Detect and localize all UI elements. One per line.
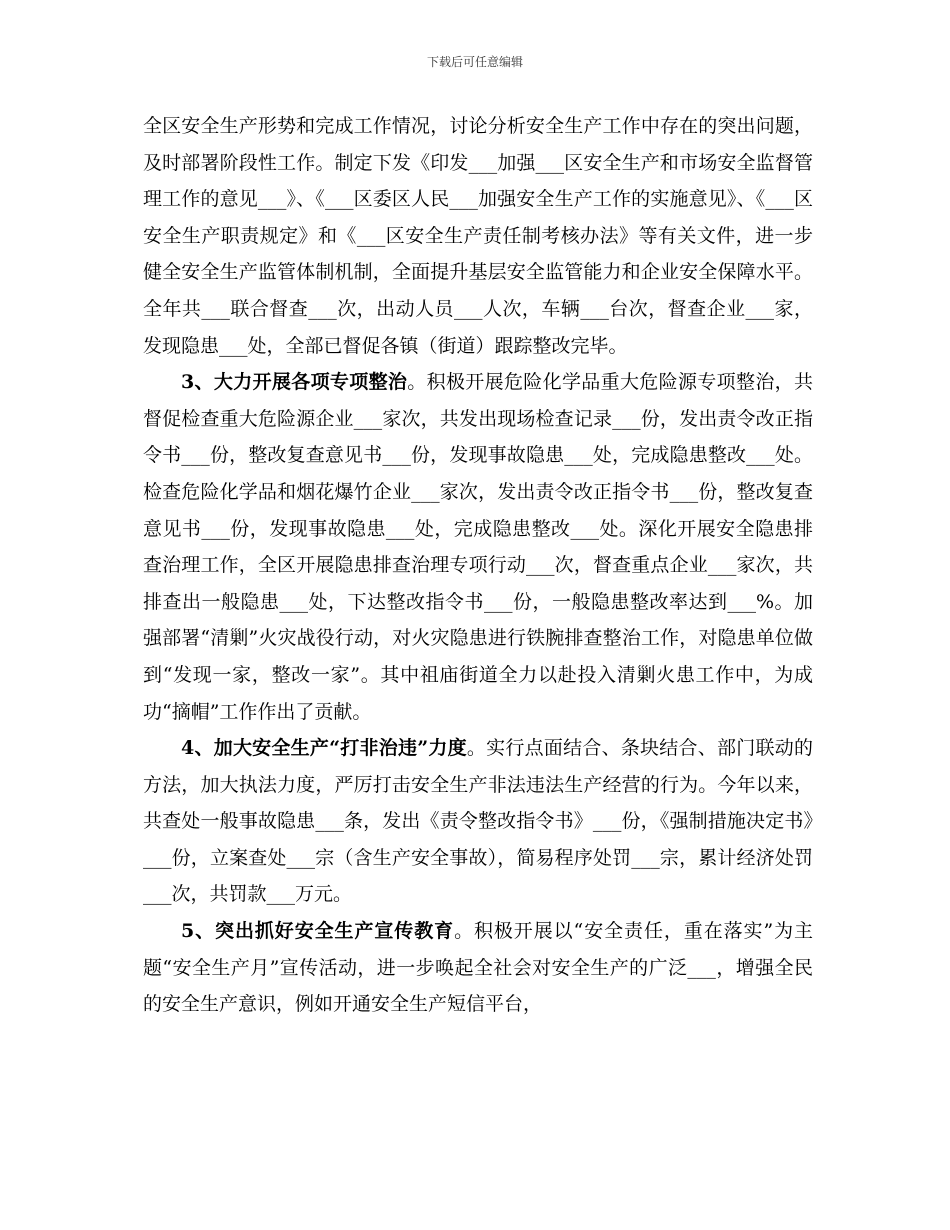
paragraph-crackdown	[143, 730, 813, 913]
paragraph-continuation	[143, 108, 813, 364]
document-body	[143, 108, 813, 1023]
paragraph-heading: 4、加大安全生产“打非治违”力度	[181, 737, 467, 760]
paragraph-special-rectification	[143, 364, 813, 730]
paragraph-text: 。积极开展危险化学品重大危险源专项整治，共督促检查重大危险源企业___家次，共发出现场检查记录___份，发出责令改正指令书___份，整改复查意见书___份，发现事故隐患___处，完成隐患整改___处。检查危险化学品和烟花爆竹企业___家次，发出责令改正指令书___份，整改复查意见书___份，发现事故隐患___处，完成隐患整改___处。深化开展安全隐患排查治理工作，全区开展隐患排查治理专项行动___次，督查重点企业___家次，共排查出一般隐患___处，下达整改指令书___份，一般隐患整改率达到___%。加强部署“清剿”火灾战役行动，对火灾隐患进行铁腕排查整治工作，对隐患单位做到“发现一家，整改一家”。其中祖庙街道全力以赴投入清剿火患工作中，为成功“摘帽”工作作出了贡献。	[143, 371, 813, 723]
paragraph-heading: 3、大力开展各项专项整治	[181, 371, 408, 394]
paragraph-publicity	[143, 913, 813, 1023]
paragraph-text: 。实行点面结合、条块结合、部门联动的方法，加大执法力度，严厉打击安全生产非法违法生产经营的行为。今年以来，共查处一般事故隐患___条，发出《责令整改指令书》___份，《强制措施决定书》___份，立案查处___宗（含生产安全事故），简易程序处罚___宗，累计经济处罚___次，共罚款___万元。	[143, 737, 813, 906]
paragraph-text: 。积极开展以“安全责任，重在落实”为主题“安全生产月”宣传活动，进一步唤起全社会对安全生产的广泛___，增强全民的安全生产意识，例如开通安全生产短信平台，	[143, 920, 813, 1016]
page-header-note: 下载后可任意编辑	[426, 55, 523, 69]
paragraph-text: 全区安全生产形势和完成工作情况，讨论分析安全生产工作中存在的突出问题，及时部署阶段性工作。制定下发《印发___加强___区安全生产和市场安全监督管理工作的意见___》、《___区委区人民___加强安全生产工作的实施意见》、《___区安全生产职责规定》和《___区安全生产责任制考核办法》等有关文件，进一步健全安全生产监管体制机制，全面提升基层安全监管能力和企业安全保障水平。全年共___联合督查___次，出动人员___人次，车辆___台次，督查企业___家，发现隐患___处，全部已督促各镇（街道）跟踪整改完毕。	[143, 115, 813, 357]
paragraph-heading: 5、突出抓好安全生产宣传教育	[181, 920, 455, 943]
